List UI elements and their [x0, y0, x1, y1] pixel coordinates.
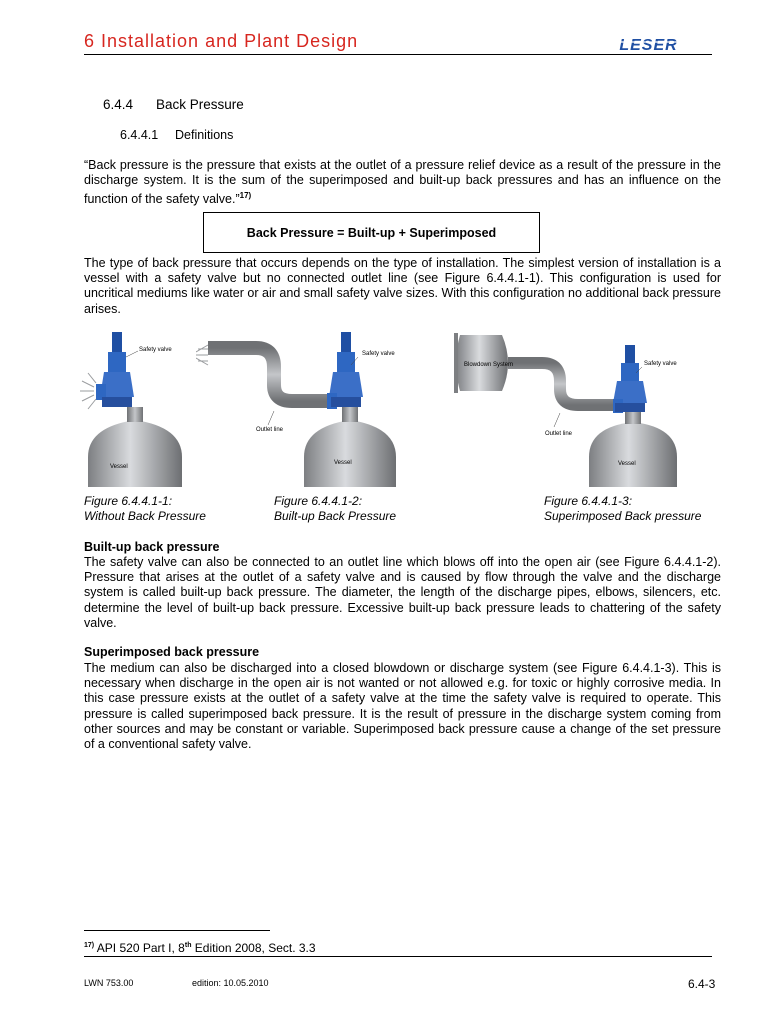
chapter-title: 6 Installation and Plant Design	[84, 31, 359, 51]
superimposed-paragraph: The medium can also be discharged into a closed blowdown or discharge system (see Figure 6.4.4.1-3). This is necessary when discharge in the open air is not wanted or not allowed e.g. for toxic or highly corrosive media. In this case pressure exists at the outlet of a safety valve at the time the safety valve is required to operate. This pressure is called superimposed back pressure. It is the result of pressure in the discharge system coming from other sources and may be constant or variable. Superimposed back pressure cause a change of the set pressure of a conventional safety valve.	[84, 661, 721, 752]
footnote-rule	[84, 930, 270, 931]
page-number: 6.4-3	[688, 977, 716, 991]
valve-cap	[112, 332, 122, 352]
footnote-ref: 17)	[239, 191, 252, 201]
vessel-nozzle	[625, 410, 641, 424]
section-number: 6.4.4	[103, 97, 134, 112]
footnote-marker: 17)	[84, 942, 95, 949]
label-vessel: Vessel	[618, 461, 636, 467]
label-vessel: Vessel	[110, 464, 128, 470]
leser-logo	[601, 36, 696, 52]
valve-inlet-flange	[331, 397, 361, 407]
caption-title: Superimposed Back pressure	[544, 509, 702, 523]
footer-edition: edition: 10.05.2010	[192, 978, 269, 988]
vessel-nozzle	[127, 407, 143, 422]
definition-paragraph	[84, 158, 721, 208]
caption-title: Without Back Pressure	[84, 509, 206, 523]
discharge-lines	[196, 345, 208, 365]
caption-number: Figure 6.4.4.1-2:	[274, 494, 363, 508]
figure-built-up-back-pressure	[196, 327, 396, 487]
built-up-heading: Built-up back pressure	[84, 540, 220, 554]
footnote-superscript: th	[184, 942, 192, 949]
figure-caption-2	[274, 494, 396, 524]
subsection-heading	[120, 128, 233, 142]
outlet-pipe	[208, 348, 334, 401]
formula-text: Back Pressure = Built-up + Superimposed	[246, 225, 497, 240]
section-title: Back Pressure	[156, 97, 244, 112]
figure-superimposed-back-pressure	[452, 327, 682, 487]
vessel-shape	[88, 420, 182, 487]
valve-bonnet	[621, 363, 639, 381]
figure-caption-1	[84, 494, 206, 524]
caption-number: Figure 6.4.4.1-3:	[544, 494, 633, 508]
section-heading	[103, 97, 244, 112]
vessel-shape	[304, 420, 396, 487]
valve-inlet-flange	[102, 397, 132, 407]
footnote-text-after: Edition 2008, Sect. 3.3	[191, 941, 316, 955]
superimposed-heading: Superimposed back pressure	[84, 645, 260, 659]
built-up-paragraph: The safety valve can also be connected to an outlet line which blows off into the open air (see Figure 6.4.4.1-2). Pressure that arises at the outlet of a safety valve and is caused by flow through the valve and the discharge system is called built-up back pressure. The diameter, the length of the discharge pipes, elbows, silencers, etc. determine the level of built-up back pressure. Excessive built-up back pressure leads to chattering of the safety valve.	[84, 555, 721, 630]
label-vessel: Vessel	[334, 460, 352, 466]
logo-text: LESER	[619, 37, 678, 52]
valve-bonnet	[108, 352, 126, 372]
label-safety-valve: Safety valve	[644, 361, 677, 367]
label-outlet-line: Outlet line	[256, 427, 284, 433]
label-outlet-line: Outlet line	[545, 431, 573, 437]
definition-text: “Back pressure is the pressure that exists at the outlet of a pressure relief device as a result of the pressure in the discharge system. It is the sum of the superimposed and built-up back pressures and has an influence on the function of the safety valve.”	[84, 158, 721, 207]
discharge-lines	[80, 373, 96, 409]
formula-box	[203, 212, 540, 253]
valve-bonnet	[337, 352, 355, 372]
valve-cap	[341, 332, 351, 352]
valve-cap	[625, 345, 635, 363]
subsection-number: 6.4.4.1	[120, 128, 159, 142]
intro-paragraph: The type of back pressure that occurs depends on the type of installation. The simplest version of installation is a vessel with a safety valve but no connected outlet line (see Figure 6.4.4.1-1). This configuration is used for uncritical mediums like water or air and small safety valve sizes. With this configuration no additional back pressure arises.	[84, 256, 721, 316]
valve-inlet-flange	[615, 403, 645, 412]
caption-title: Built-up Back Pressure	[274, 509, 397, 523]
header-rule	[84, 54, 712, 55]
vessel-nozzle	[342, 407, 358, 422]
footnote-text-before: API 520 Part I, 8	[96, 941, 185, 955]
footnote	[84, 941, 316, 955]
vessel-shape	[589, 422, 677, 487]
subsection-title: Definitions	[175, 128, 234, 142]
outlet-pipe	[508, 363, 620, 405]
footer-doc-number: LWN 753.00	[84, 978, 134, 988]
figure-caption-3	[544, 494, 701, 524]
label-safety-valve: Safety valve	[139, 347, 172, 353]
footer-rule	[84, 956, 712, 957]
caption-number: Figure 6.4.4.1-1:	[84, 494, 173, 508]
label-blowdown-system: Blowdown System	[464, 362, 514, 368]
label-safety-valve: Safety valve	[362, 351, 395, 357]
